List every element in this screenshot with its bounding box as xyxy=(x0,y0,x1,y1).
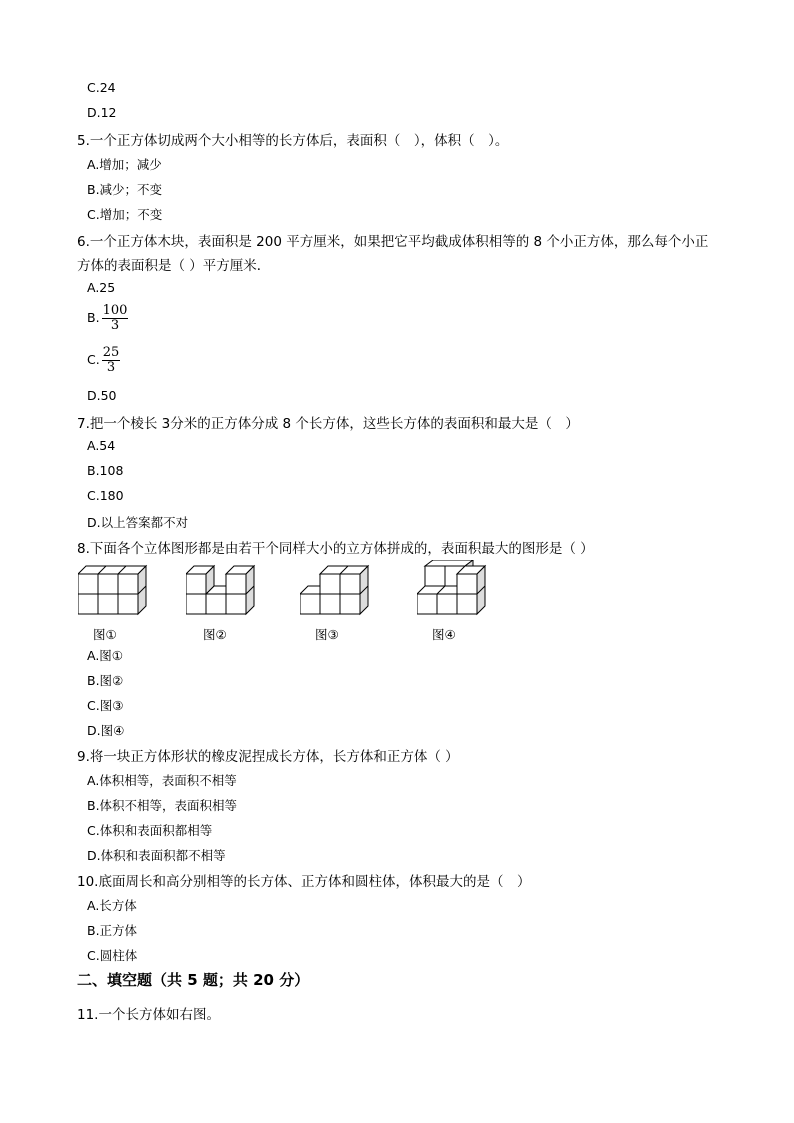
figure-2-cubes xyxy=(186,566,254,614)
q5-option-c: C.增加；不变 xyxy=(87,207,163,222)
q7-option-b: B.108 xyxy=(87,463,124,478)
q4-option-c: C.24 xyxy=(87,80,116,95)
figure-1-caption: 图① xyxy=(93,627,117,642)
cube-figure-1 xyxy=(78,560,154,616)
q6-option-b-prefix: B. xyxy=(87,310,100,325)
q7-option-d: D.以上答案都不对 xyxy=(87,515,189,530)
question-8: 8.下面各个立体图形都是由若干个同样大小的立方体拼成的，表面积最大的图形是（ ） xyxy=(77,541,594,557)
q7-option-c: C.180 xyxy=(87,488,124,503)
q9-option-b: B.体积不相等，表面积相等 xyxy=(87,798,238,813)
q10-option-c: C.圆柱体 xyxy=(87,948,138,963)
figure-4-caption: 图④ xyxy=(432,627,456,642)
q4-option-d: D.12 xyxy=(87,105,117,120)
q5-option-a: A.增加；减少 xyxy=(87,157,162,172)
cube-figure-2 xyxy=(186,560,262,616)
question-10: 10.底面周长和高分别相等的长方体、正方体和圆柱体，体积最大的是（ ） xyxy=(77,874,531,890)
q8-option-c: C.图③ xyxy=(87,698,124,713)
q6-option-d: D.50 xyxy=(87,388,117,403)
fraction-numerator: 25 xyxy=(102,345,120,360)
q6-option-b-fraction xyxy=(102,304,129,333)
fraction-denominator: 3 xyxy=(106,360,116,375)
figure-4-cubes xyxy=(417,560,485,614)
question-11: 11.一个长方体如右图。 xyxy=(77,1007,220,1023)
q5-option-b: B.减少；不变 xyxy=(87,182,163,197)
figure-3-caption: 图③ xyxy=(315,627,339,642)
q6-option-a: A.25 xyxy=(87,280,116,295)
q6-option-c xyxy=(87,346,120,375)
q9-option-c: C.体积和表面积都相等 xyxy=(87,823,213,838)
q9-option-a: A.体积相等，表面积不相等 xyxy=(87,773,237,788)
q9-option-d: D.体积和表面积都不相等 xyxy=(87,848,226,863)
cube-figure-4 xyxy=(417,560,493,616)
question-5: 5.一个正方体切成两个大小相等的长方体后，表面积（ ），体积（ ）。 xyxy=(77,133,509,149)
q6-option-c-prefix: C. xyxy=(87,352,100,367)
q10-option-a: A.长方体 xyxy=(87,898,137,913)
q8-option-d: D.图④ xyxy=(87,723,125,738)
question-6-line-1: 6.一个正方体木块，表面积是 200 平方厘米，如果把它平均截成体积相等的 8 个小正方体，那么每个小正 xyxy=(77,234,709,250)
figure-1-cubes xyxy=(78,566,146,614)
fraction-denominator: 3 xyxy=(110,318,120,333)
q8-option-a: A.图① xyxy=(87,648,124,663)
q7-option-a: A.54 xyxy=(87,438,116,453)
fraction-numerator: 100 xyxy=(102,303,128,318)
figure-3-cubes xyxy=(300,566,368,614)
question-7: 7.把一个棱长 3分米的正方体分成 8 个长方体，这些长方体的表面积和最大是（ ） xyxy=(77,416,579,432)
q10-option-b: B.正方体 xyxy=(87,923,138,938)
section-heading-fill-in: 二、填空题（共 5 题；共 20 分） xyxy=(77,971,310,989)
q6-option-b xyxy=(87,304,128,333)
q6-option-c-fraction xyxy=(102,346,121,375)
question-9: 9.将一块正方体形状的橡皮泥捏成长方体，长方体和正方体（ ） xyxy=(77,749,459,765)
q8-option-b: B.图② xyxy=(87,673,124,688)
cube-figure-3 xyxy=(300,560,376,616)
figure-2-caption: 图② xyxy=(203,627,227,642)
question-6-line-2: 方体的表面积是（ ）平方厘米． xyxy=(77,258,271,274)
